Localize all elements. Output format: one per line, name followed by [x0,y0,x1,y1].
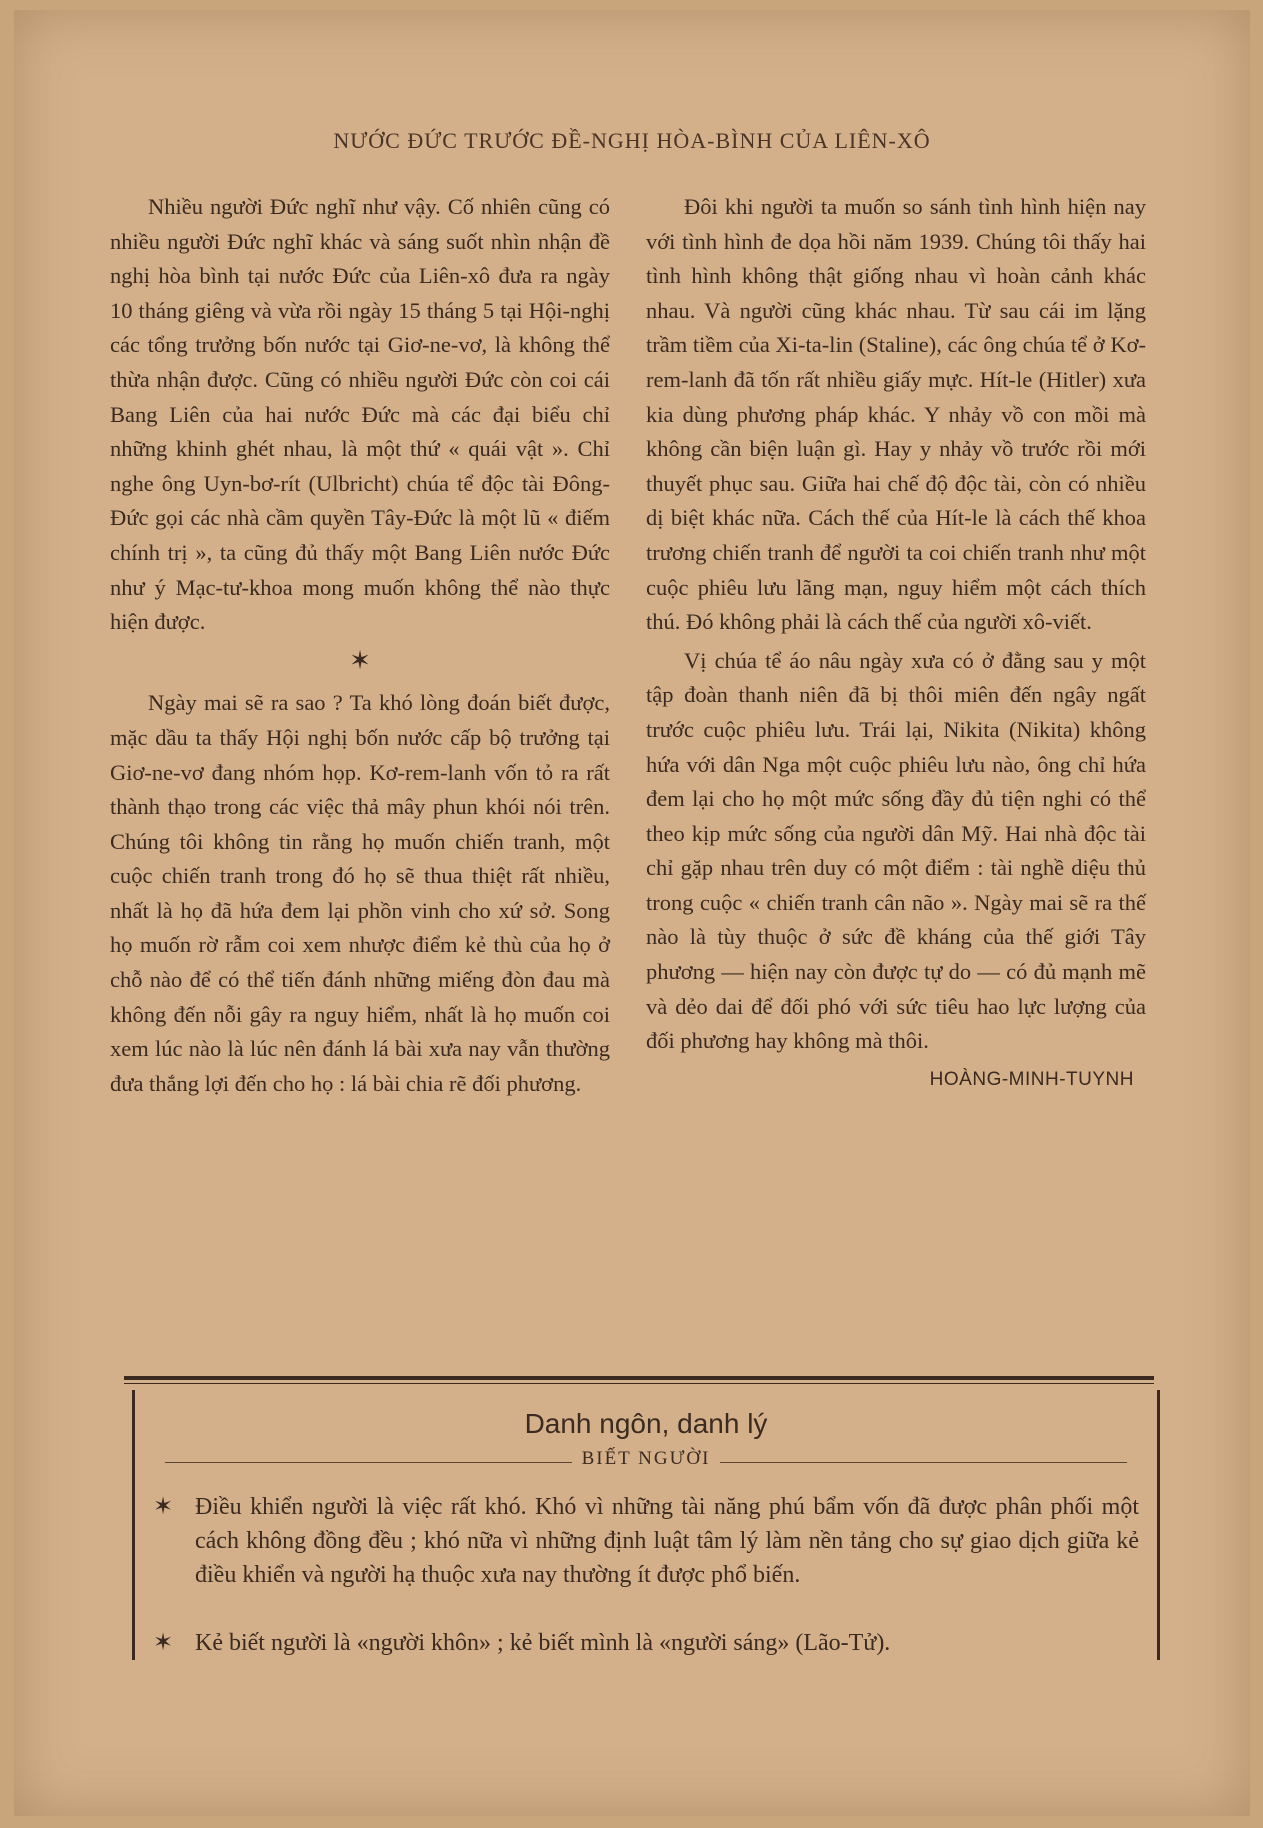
box-subtitle: BIẾT NGƯỜI [572,1448,721,1469]
article-paragraph: Nhiều người Đức nghĩ như vậy. Cố nhiên cũng có nhiều người Đức nghĩ khác và sáng suốt nhìn nhận đề nghị hòa bình tại nước Đức của Liên-xô đưa ra ngày 10 tháng giêng và vừa rồi ngày 15 tháng 5 tại Hội-nghị các tổng trưởng bốn nước tại Giơ-ne-vơ, là không thể thừa nhận được. Cũng có nhiều người Đức còn coi cái Bang Liên của hai nước Đức mà các đại biểu chỉ những khinh ghét nhau, là một thứ « quái vật ». Chỉ nghe ông Uyn-bơ-rít (Ulbricht) chúa tể độc tài Đông-Đức gọi các nhà cầm quyền Tây-Đức là một lũ « điếm chính trị », ta cũng đủ thấy một Bang Liên nước Đức như ý Mạc-tư-khoa mong muốn không thể nào thực hiện được. [110,194,610,635]
box-title: Danh ngôn, danh lý [524,1408,768,1439]
running-title: NƯỚC ĐỨC TRƯỚC ĐỀ-NGHỊ HÒA-BÌNH CỦA LIÊN-XÔ [333,128,931,153]
article-right-column [646,190,1146,1097]
article-left-column [110,190,610,1101]
quote-text: Kẻ biết người là «người khôn» ; kẻ biết mình là «người sáng» (Lão-Tử). [195,1630,891,1656]
magazine-page [14,10,1250,1816]
box-top-rule [124,1376,1154,1380]
box-top-rule-thin [124,1383,1154,1384]
quote-box [132,1390,1160,1660]
star-bullet-icon: ✶ [153,1494,174,1520]
author-signature: HOÀNG-MINH-TUYNH [929,1068,1134,1090]
star-bullet-icon: ✶ [153,1630,174,1656]
quote-text: Điều khiển người là việc rất khó. Khó vì những tài năng phú bẩm vốn đã được phân phối một cách không đồng đều ; khó nữa vì những định luật tâm lý làm nền tảng cho sự giao dịch giữa kẻ điều khiển và người hạ thuộc xưa nay thường ít được phổ biến. [195,1494,1139,1588]
article-paragraph: Đôi khi người ta muốn so sánh tình hình hiện nay với tình hình đe dọa hồi năm 1939. Chúng tôi thấy hai tình hình không thật giống nhau vì hoàn cảnh khác nhau. Và người cũng khác nhau. Từ sau cái im lặng trầm tiềm của Xi-ta-lin (Staline), các ông chúa tể ở Kơ-rem-lanh đã tốn rất nhiều giấy mực. Hít-le (Hitler) xưa kia dùng phương pháp khác. Y nhảy vồ con mồi mà không cần biện luận gì. Hay y nhảy vồ trước rồi mới thuyết phục sau. Giữa hai chế độ độc tài, còn có nhiều dị biệt khác nữa. Cách thế của Hít-le là cách thế khoa trương chiến tranh để người ta coi chiến tranh như một cuộc phiêu lưu lãng mạn, nguy hiểm một cách thích thú. Đó không phải là cách thế của người xô-viết. [646,194,1146,635]
quote-item [153,1626,1139,1660]
article-paragraph: Vị chúa tể áo nâu ngày xưa có ở đằng sau y một tập đoàn thanh niên đã bị thôi miên đến ngây ngất trước cuộc phiêu lưu. Trái lại, Nikita (Nikita) không hứa với dân Nga một cuộc phiêu lưu nào, ông chỉ hứa đem lại cho họ một mức sống đầy đủ tiện nghi có thể theo kịp mức sống của người dân Mỹ. Hai nhà độc tài chỉ gặp nhau trên duy có một điểm : tài nghề diệu thủ trong cuộc « chiến tranh cân não ». Ngày mai sẽ ra thế nào là tùy thuộc ở sức đề kháng của thế giới Tây phương — hiện nay còn được tự do — có đủ mạnh mẽ và dẻo dai để đối phó với sức tiêu hao lực lượng của đối phương hay không mà thôi. [646,647,1146,1054]
quote-item [153,1490,1139,1592]
section-separator-star-icon: ✶ [349,645,371,675]
article-paragraph: Ngày mai sẽ ra sao ? Ta khó lòng đoán biết được, mặc dầu ta thấy Hội nghị bốn nước cấp bộ trưởng tại Giơ-ne-vơ đang nhóm họp. Kơ-rem-lanh vốn tỏ ra rất thành thạo trong các việc thả mây phun khói nói trên. Chúng tôi không tin rằng họ muốn chiến tranh, một cuộc chiến tranh trong đó họ sẽ thua thiệt rất nhiều, nhất là họ đã hứa đem lại phồn vinh cho xứ sở. Song họ muốn rờ rẫm coi xem nhược điểm kẻ thù của họ ở chỗ nào để có thể tiến đánh những miếng đòn đau mà không đến nỗi gây ra nguy hiểm, nhất là họ muốn coi xem lúc nào là lúc nên đánh lá bài xưa nay vẫn thường đưa thắng lợi đến cho họ : lá bài chia rẽ đối phương. [110,690,610,1096]
